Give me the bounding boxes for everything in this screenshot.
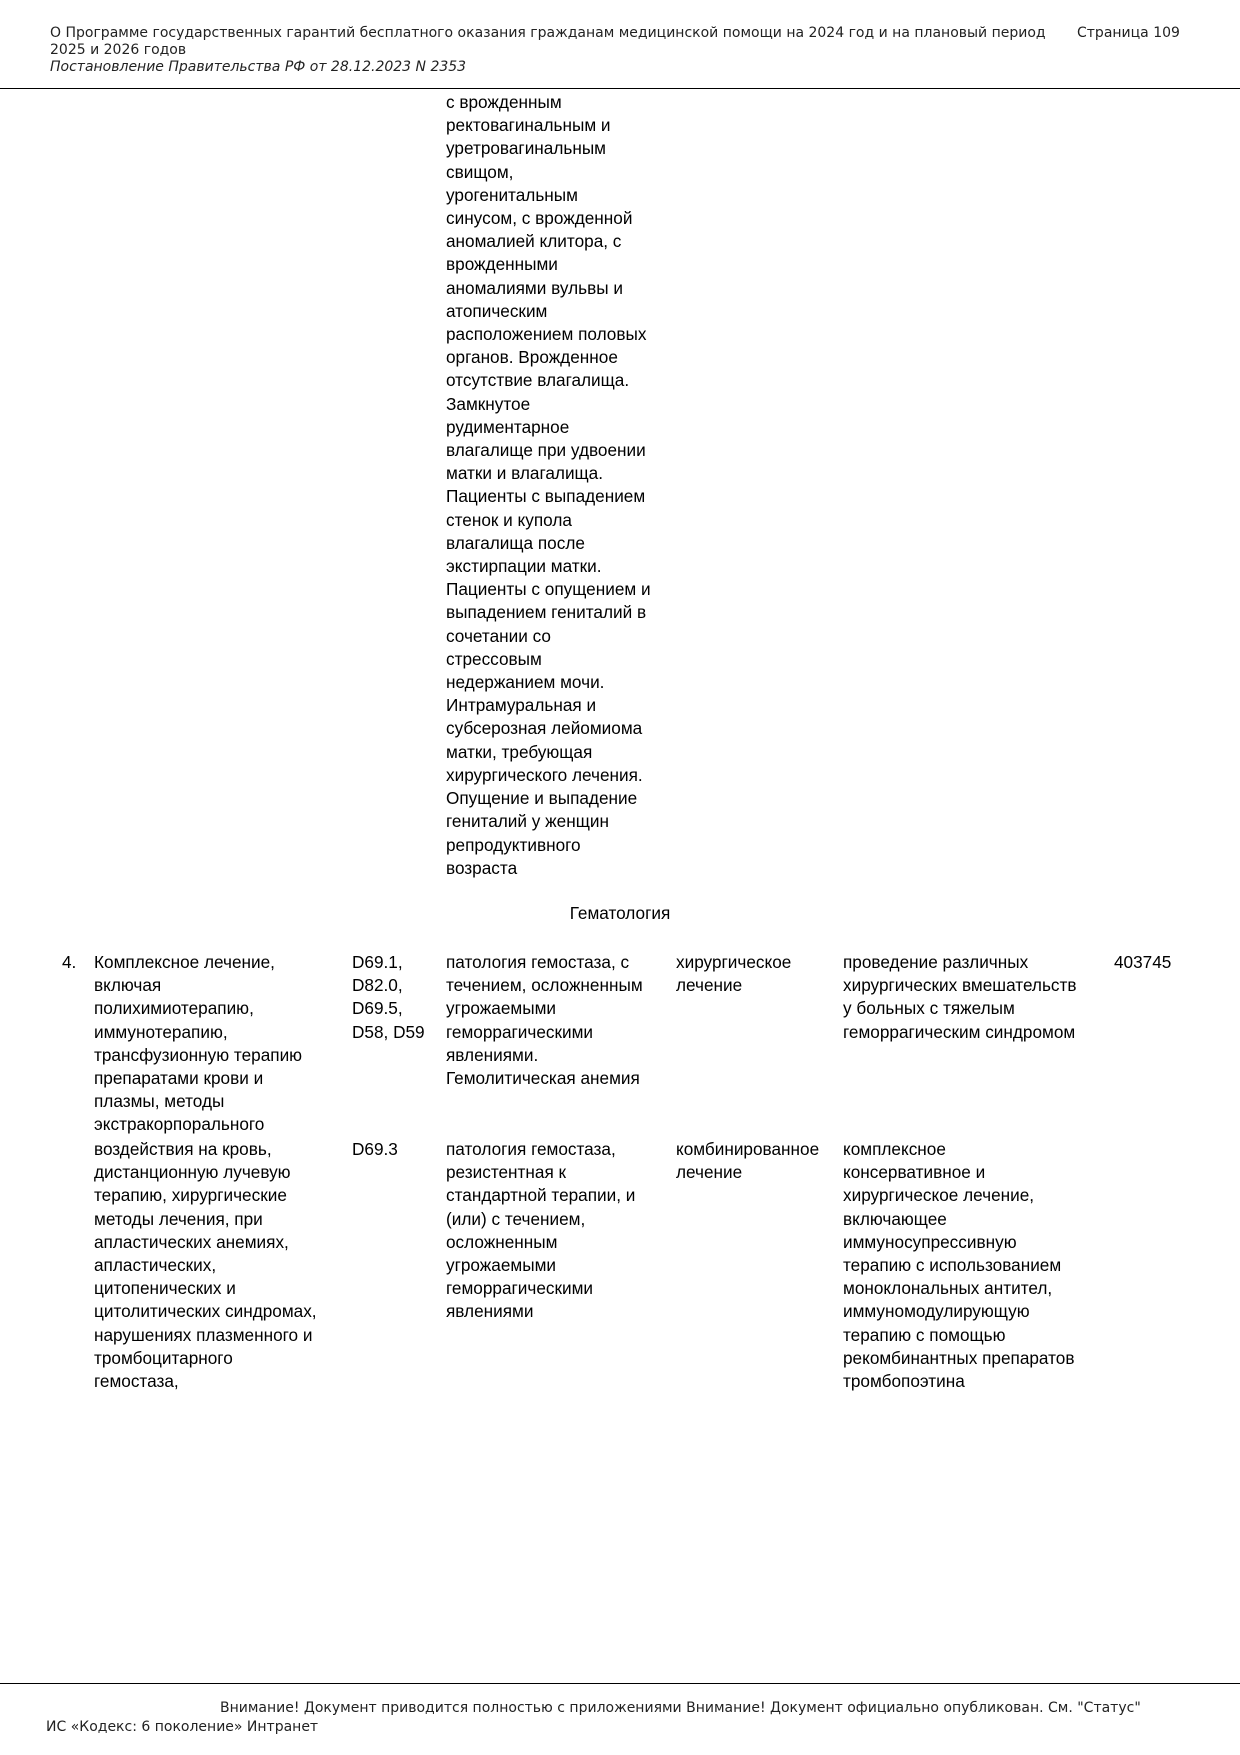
care-type-name: Комплексное лечение, включая полихимиотерапию, иммунотерапию, трансфузионную терапию препаратами крови и плазмы, методы экстракорпорального [94, 952, 303, 1135]
cost-value: 403745 [1114, 952, 1172, 972]
footer-notice: Внимание! Документ приводится полностью с приложениями Внимание! Документ официально опубликован. См. "Статус" [220, 1700, 1141, 1716]
footer-source: ИС «Кодекс: 6 поколение» Интранет [46, 1719, 319, 1735]
row-number: 4. [62, 952, 77, 972]
patient-model: патология гемостаза, резистентная к стандартной терапии, и (или) с течением, осложненным угрожаемыми геморрагическими явлениями [446, 1139, 636, 1322]
treatment-type: хирургическое лечение [676, 952, 792, 996]
footer-divider [0, 1683, 1240, 1684]
treatment-method: проведение различных хирургических вмешательств у больных с тяжелым геморрагическим синдромом [843, 952, 1077, 1042]
patient-model: патология гемостаза, с течением, осложненным угрожаемыми геморрагическими явлениями. Гемолитическая анемия [446, 952, 643, 1089]
treatment-type: комбинированное лечение [676, 1139, 820, 1183]
icd-codes: D69.1, D82.0, D69.5, D58, D59 [352, 952, 425, 1042]
header-divider [0, 88, 1240, 89]
treatment-method: комплексное консервативное и хирургическое лечение, включающее иммуносупрессивную терапию с использованием моноклональных антител, иммуномодулирующую терапию с помощью рекомбинантных препаратов тромбопоэтина [843, 1139, 1075, 1392]
care-type-name: воздействия на кровь, дистанционную лучевую терапию, хирургические методы лечения, при апластических анемиях, апластических, цитопенических и цитолитических синдромах, нарушениях плазменного и тромбоцитарного гемостаза, [94, 1139, 317, 1392]
section-title: Гематология [569, 903, 671, 923]
document-subtitle: Постановление Правительства РФ от 28.12.2023 N 2353 [50, 59, 467, 75]
continued-diagnosis-cell: с врожденным ректовагинальным и уретровагинальным свищом, урогенитальным синусом, с врожденной аномалией клитора, с врожденными аномалиями вульвы и атопическим расположением половых органов. Врожденное отсутствие влагалища. Замкнутое рудиментарное влагалище при удвоении матки и влагалища. Пациенты с выпадением стенок и купола влагалища после экстирпации матки. Пациенты с опущением и выпадением гениталий в сочетании со стрессовым недержанием мочи. Интрамуральная и субсерозная лейомиома матки, требующая хирургического лечения. Опущение и выпадение гениталий у женщин репродуктивного возраста [446, 92, 651, 878]
page-number: Страница 109 [1077, 25, 1180, 41]
icd-codes: D69.3 [352, 1139, 398, 1159]
document-title: О Программе государственных гарантий бесплатного оказания гражданам медицинской помощи на 2024 год и на плановый период 2025 и 2026 годов [50, 25, 1046, 58]
